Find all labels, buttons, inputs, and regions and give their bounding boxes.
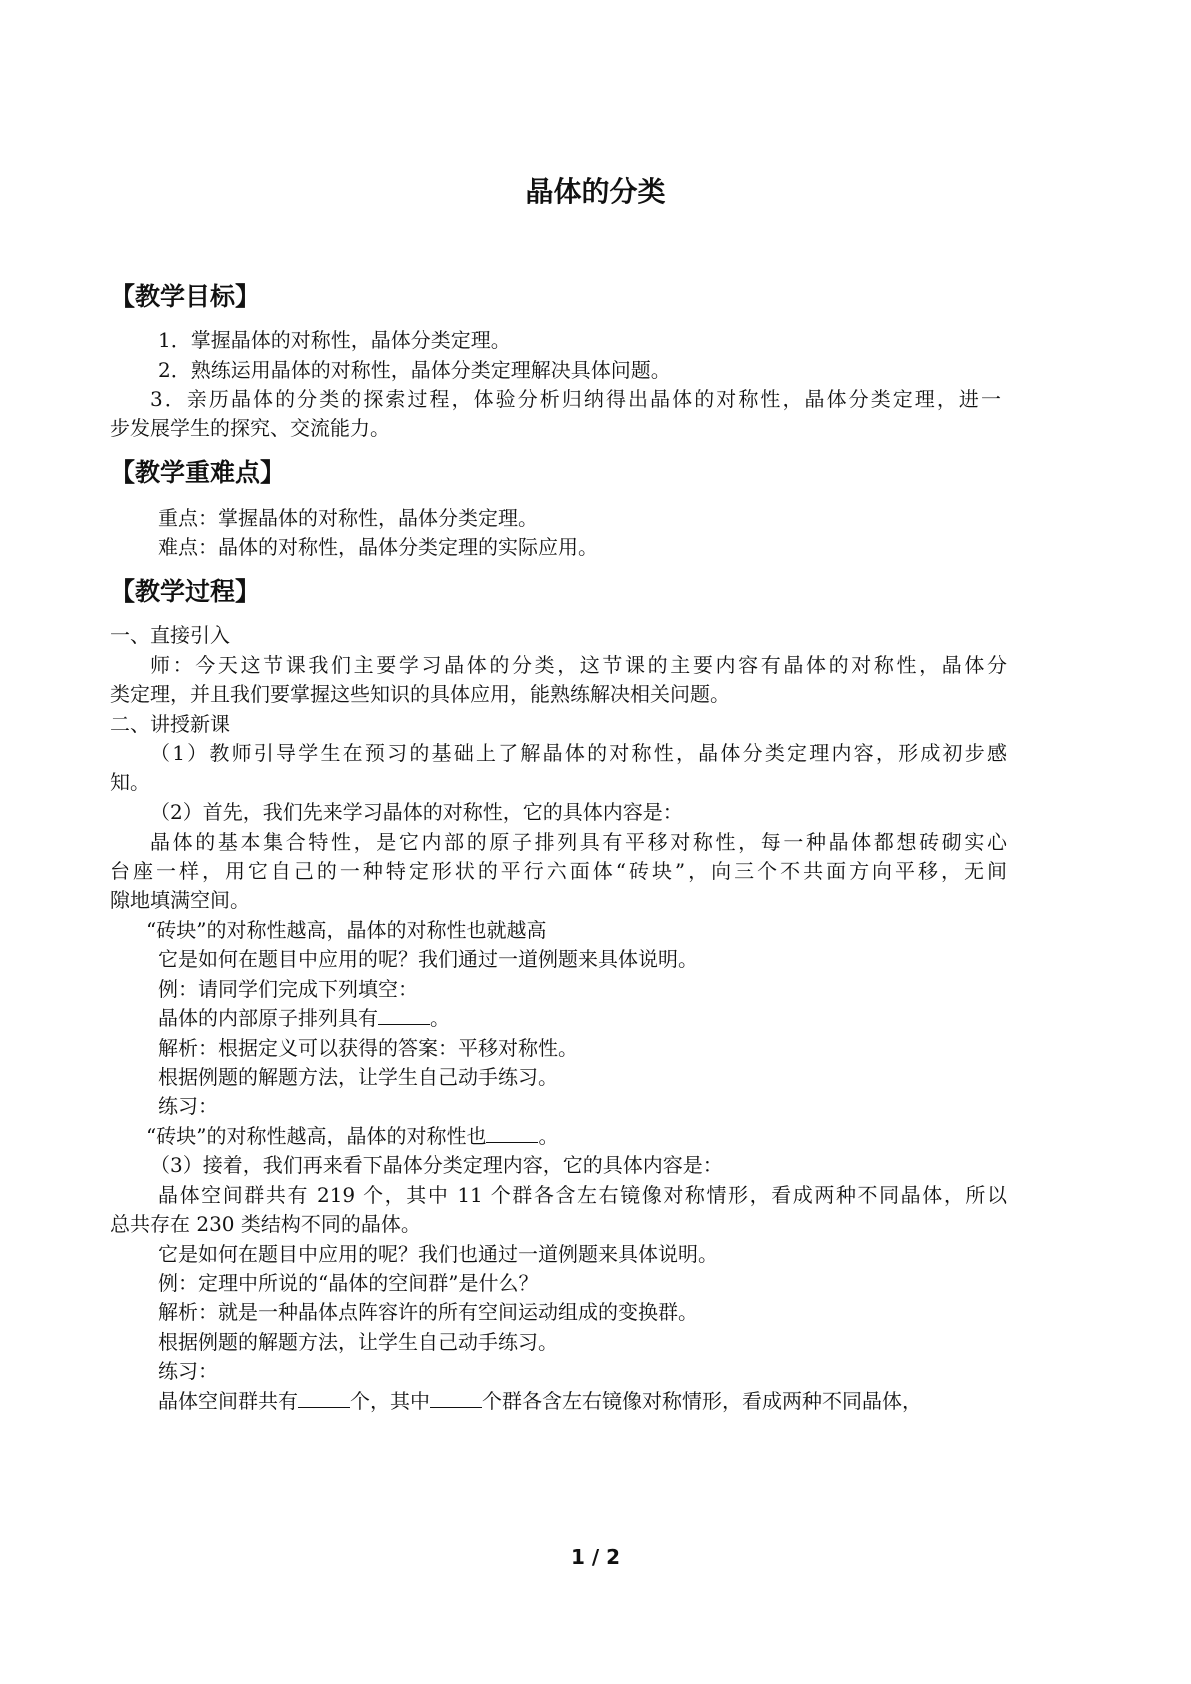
section-heading-process: 【教学过程】 (110, 577, 261, 606)
application-intro-2: 它是如何在题目中应用的呢？我们也通过一道例题来具体说明。 (158, 1242, 718, 1266)
practice-intro-1: 根据例题的解题方法，让学生自己动手练习。 (158, 1065, 558, 1089)
definition-line-1: 晶体的基本集合特性，是它内部的原子排列具有平移对称性，每一种晶体都想砖砌实心 (150, 830, 1007, 854)
example-1-question (158, 1004, 450, 1032)
analysis-1: 解析：根据定义可以获得的答案：平移对称性。 (158, 1036, 578, 1060)
practice-1-question-end: 。 (538, 1124, 559, 1148)
part-title-1: 一、直接引入 (110, 623, 230, 647)
example-1-question-end: 。 (430, 1006, 450, 1030)
definition-line-4: “砖块”的对称性越高，晶体的对称性也就越高 (146, 918, 547, 942)
example-1-question-text: 晶体的内部原子排列具有 (158, 1006, 378, 1030)
definition-line-2: 台座一样，用它自己的一种特定形状的平行六面体“砖块”，向三个不共面方向平移，无间 (110, 859, 1007, 883)
practice-intro-2: 根据例题的解题方法，让学生自己动手练习。 (158, 1330, 558, 1354)
fill-in-blank (430, 1387, 482, 1408)
practice-2-question (158, 1387, 922, 1415)
fill-in-blank (298, 1387, 350, 1408)
practice-label-1: 练习： (158, 1094, 218, 1118)
section-heading-keypoints: 【教学重难点】 (110, 458, 286, 487)
objective-item-2: 2．熟练运用晶体的对称性，晶体分类定理解决具体问题。 (158, 358, 671, 382)
key-point: 重点：掌握晶体的对称性，晶体分类定理。 (158, 506, 538, 530)
example-2: 例：定理中所说的“晶体的空间群”是什么？ (158, 1271, 539, 1295)
fill-in-blank (378, 1004, 430, 1025)
objective-item-3: 3．亲历晶体的分类的探索过程，体验分析归纳得出晶体的对称性，晶体分类定理，进一 (150, 387, 1001, 411)
objective-item-3-cont: 步发展学生的探究、交流能力。 (110, 416, 390, 440)
definition-line-3: 隙地填满空间。 (110, 888, 250, 912)
difficult-point: 难点：晶体的对称性，晶体分类定理的实际应用。 (158, 535, 598, 559)
fill-in-blank (486, 1122, 538, 1143)
practice-label-2: 练习： (158, 1359, 218, 1383)
step-1-cont: 知。 (110, 770, 150, 794)
theorem-line-1: 晶体空间群共有 219 个，其中 11 个群各含左右镜像对称情形，看成两种不同晶体，所以 (158, 1183, 1007, 1207)
practice-2-text-a: 晶体空间群共有 (158, 1389, 298, 1413)
step-2: （2）首先，我们先来学习晶体的对称性，它的具体内容是： (150, 800, 683, 824)
practice-1-question (146, 1122, 558, 1150)
part-title-2: 二、讲授新课 (110, 712, 230, 736)
example-1: 例：请同学们完成下列填空： (158, 977, 418, 1001)
practice-2-text-c: 个群各含左右镜像对称情形，看成两种不同晶体， (482, 1389, 922, 1413)
application-intro-1: 它是如何在题目中应用的呢？我们通过一道例题来具体说明。 (158, 947, 698, 971)
page-number: 1 / 2 (570, 1545, 621, 1569)
analysis-2: 解析：就是一种晶体点阵容许的所有空间运动组成的变换群。 (158, 1300, 698, 1324)
objective-item-1: 1．掌握晶体的对称性，晶体分类定理。 (158, 328, 511, 352)
practice-2-text-b: 个，其中 (350, 1389, 430, 1413)
section-heading-objectives: 【教学目标】 (110, 282, 261, 311)
step-3: （3）接着，我们再来看下晶体分类定理内容，它的具体内容是： (150, 1153, 723, 1177)
practice-1-question-text: “砖块”的对称性越高，晶体的对称性也 (146, 1124, 487, 1148)
paragraph-cont: 类定理，并且我们要掌握这些知识的具体应用，能熟练解决相关问题。 (110, 682, 730, 706)
theorem-line-2: 总共存在 230 类结构不同的晶体。 (110, 1212, 421, 1236)
paragraph: 师：今天这节课我们主要学习晶体的分类，这节课的主要内容有晶体的对称性，晶体分 (150, 653, 1007, 677)
document-title: 晶体的分类 (525, 175, 666, 208)
step-1: （1）教师引导学生在预习的基础上了解晶体的对称性，晶体分类定理内容，形成初步感 (150, 741, 1007, 765)
